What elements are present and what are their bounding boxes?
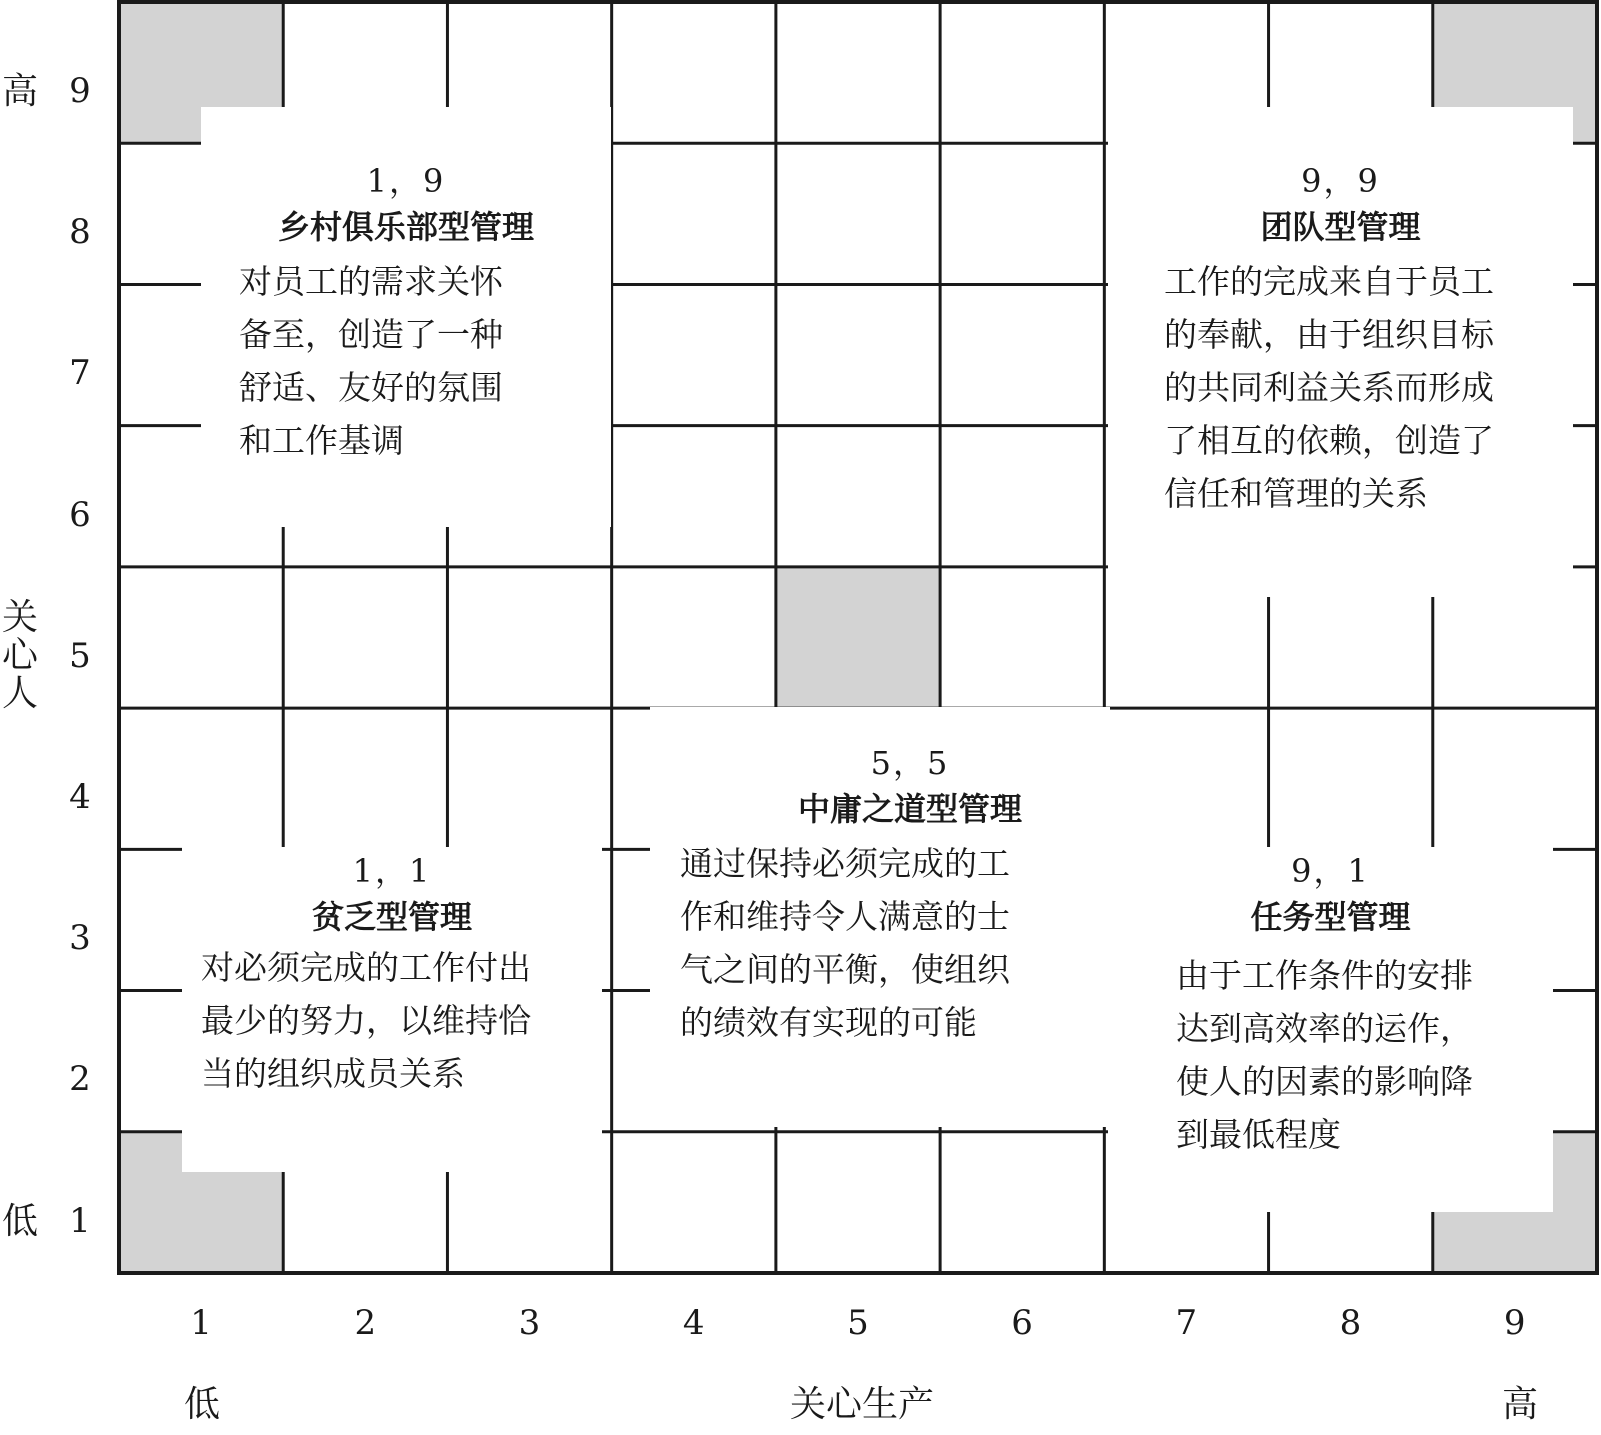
x-axis-low-label: 低 xyxy=(184,1384,221,1425)
x-tick-label: 1 xyxy=(190,1303,212,1343)
y-tick-label: 1 xyxy=(69,1200,91,1241)
x-tick-label: 4 xyxy=(682,1303,705,1343)
x-tick-label: 7 xyxy=(1175,1303,1198,1343)
style-coord: 1，9 xyxy=(366,162,446,200)
y-tick-label: 6 xyxy=(69,494,91,535)
style-description: 工作的完成来自于员工 的奉献，由于组织目标 的共同利益关系而形成 了相互的依赖，创造了 信任和管理的关系 xyxy=(1164,262,1494,513)
y-tick-label: 8 xyxy=(69,212,91,253)
x-tick-label: 3 xyxy=(518,1303,541,1343)
x-tick-label: 6 xyxy=(1011,1303,1033,1343)
style-description: 由于工作条件的安排 达到高效率的运作， 使人的因素的影响降 到最低程度 xyxy=(1176,956,1473,1154)
style-title: 贫乏型管理 xyxy=(311,898,472,936)
y-tick-label: 5 xyxy=(69,635,91,676)
style-title: 乡村俱乐部型管理 xyxy=(277,208,534,246)
highlight-cell-5-5 xyxy=(776,567,940,708)
y-axis-label-char-2: 心 xyxy=(2,635,39,676)
style-coord: 1，1 xyxy=(352,852,432,890)
style-description: 对必须完成的工作付出 最少的努力，以维持恰 当的组织成员关系 xyxy=(201,948,531,1093)
style-description: 通过保持必须完成的工 作和维持令人满意的士 气之间的平衡，使组织 的绩效有实现的可能 xyxy=(680,844,1010,1042)
x-tick-label: 9 xyxy=(1503,1303,1526,1343)
style-coord: 5，5 xyxy=(870,744,950,782)
style-box-impoverished xyxy=(182,847,602,1172)
y-tick-label: 2 xyxy=(69,1059,91,1100)
x-tick-label: 5 xyxy=(847,1303,869,1343)
y-axis-label-char-3: 人 xyxy=(2,673,39,714)
y-axis-high-label: 高 xyxy=(2,71,39,112)
style-box-task xyxy=(1108,847,1553,1212)
x-axis-label: 关心生产 xyxy=(790,1384,935,1425)
y-tick-label: 3 xyxy=(69,918,91,959)
y-axis-label-char-1: 关 xyxy=(2,597,39,638)
y-tick-label: 4 xyxy=(69,776,91,817)
x-tick-label: 8 xyxy=(1339,1303,1362,1343)
style-title: 团队型管理 xyxy=(1260,208,1421,246)
style-box-team xyxy=(1108,107,1573,597)
style-coord: 9，9 xyxy=(1301,162,1380,200)
style-title: 中庸之道型管理 xyxy=(797,790,1022,828)
style-coord: 9，1 xyxy=(1291,852,1370,890)
style-box-middle-of-the-road xyxy=(650,707,1110,1127)
y-tick-label: 9 xyxy=(69,70,91,111)
x-axis-high-label: 高 xyxy=(1502,1384,1539,1425)
style-description: 对员工的需求关怀 备至，创造了一种 舒适、友好的氛围 和工作基调 xyxy=(239,262,503,460)
style-box-country-club xyxy=(201,107,611,527)
x-tick-label: 2 xyxy=(354,1303,377,1343)
style-title: 任务型管理 xyxy=(1250,898,1411,936)
y-tick-label: 7 xyxy=(69,353,91,394)
y-axis-low-label: 低 xyxy=(2,1201,39,1242)
